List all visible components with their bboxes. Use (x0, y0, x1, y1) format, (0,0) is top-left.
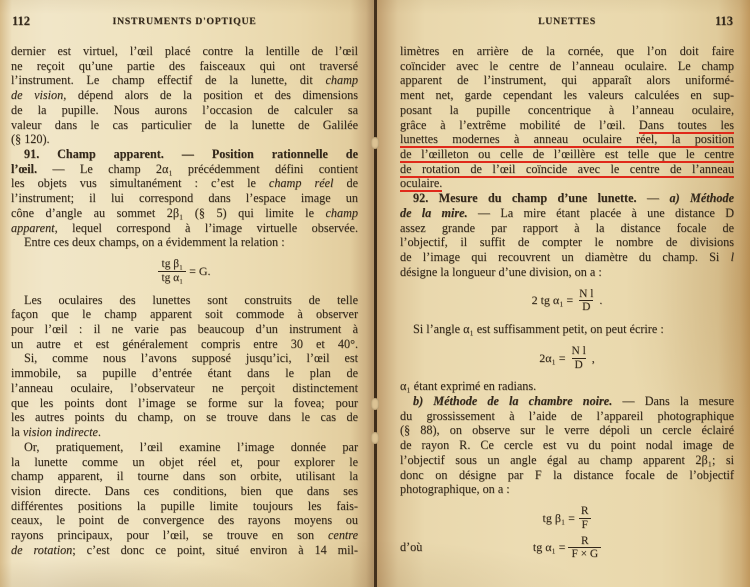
text-segment: l’instrument; il lui correspond dans l’espace image un (11, 191, 358, 206)
text-segment: l’objectif, il suffit de compter le nombre de divisions (400, 235, 734, 250)
text-line (11, 59, 358, 74)
text-segment: . (97, 425, 101, 440)
text-line (11, 103, 358, 118)
formula-text: , (591, 350, 595, 365)
text-segment: b) Méthode de la chambre noire. (413, 394, 613, 408)
fraction-denominator: tg α₁ (158, 271, 186, 285)
text-line (11, 147, 358, 162)
formula-text: 2 tg α₁ = (531, 293, 574, 308)
text-segment: limètres en arrière de la cornée, que l’on doit faire (400, 44, 734, 58)
page-number: 113 (714, 14, 733, 28)
text-line (400, 162, 734, 177)
text-segment: Or, pratiquement, l’œil examine l’image donnée par (24, 439, 358, 454)
text-segment: apparent de l’instrument, qui apparaît alors uniformé- (400, 73, 734, 88)
text-column (400, 44, 734, 561)
text-line (400, 44, 734, 59)
text-line (400, 132, 734, 147)
red-underlined-text: de rotation de l’œil coïncide avec le centre de l’anneau (400, 161, 734, 176)
text-line (400, 394, 734, 409)
text-segment: les autres points du champ, on se trouve dans le cas de (11, 410, 358, 425)
running-title: LUNETTES (538, 16, 596, 27)
paragraph (400, 191, 734, 279)
text-line (11, 351, 358, 366)
text-line (11, 469, 358, 484)
fraction (578, 505, 592, 532)
text-segment: , lequel correspond à l’image virtuelle observée. (54, 220, 358, 235)
text-segment: de l’image qui recouvrent un diamètre du champ. Si (400, 250, 731, 265)
text-line (400, 88, 734, 103)
formula-body (539, 345, 595, 372)
text-segment: champ réel (268, 176, 334, 191)
text-line (11, 235, 358, 250)
formula-text: tg β₁ = (542, 510, 575, 525)
text-segment: ne reçoit qu’une partie des faisceaux qui ont traversé (11, 58, 358, 73)
formula-label: d’où (400, 540, 423, 555)
formula (400, 505, 734, 532)
text-line (400, 322, 734, 337)
formula (400, 535, 734, 562)
red-underlined-text: de l’œilleton ou celle de l’œillère est telle que le centre (400, 147, 734, 162)
text-segment: ceaux, le point de convergence des rayons moyens ou (11, 513, 358, 528)
text-column (11, 44, 358, 558)
text-segment: (§ 120). (11, 132, 50, 147)
formula-text: 2α₁ = (539, 350, 566, 365)
red-underlined-text: lunettes modernes à anneau oculaire réel, la position (400, 132, 734, 147)
text-segment: l’œil. (11, 161, 38, 176)
formula-text: . (599, 293, 603, 308)
text-line (400, 250, 734, 265)
running-title: INSTRUMENTS D'OPTIQUE (112, 16, 257, 27)
text-line (11, 307, 358, 322)
paragraph (400, 379, 734, 394)
text-segment: donc on désigne par F la distance focale de l’objectif (400, 467, 734, 482)
text-line (11, 191, 358, 206)
text-line (11, 366, 358, 381)
paragraph (400, 44, 734, 191)
text-line (400, 59, 734, 74)
formula-body (543, 505, 592, 532)
formula-text: tg α₁ = (532, 540, 566, 555)
text-segment: que les points dont l’image se forme sur la fovea; pour (11, 395, 358, 410)
text-segment: du grossissement à l’aide de l’appareil photographique (400, 408, 734, 423)
text-segment: vision directe. Dans ces conditions, bien que dans ses (11, 483, 358, 498)
text-segment: dépend alors de la position et des dimensions (66, 88, 358, 103)
text-line (400, 206, 734, 221)
fraction (576, 288, 596, 315)
text-segment: pour l’œil : il ne varie pas beaucoup d’un instrument à (11, 322, 358, 337)
text-line (400, 482, 734, 497)
fraction-numerator: N l (579, 287, 594, 300)
text-segment: de rotation (11, 542, 73, 557)
text-segment: de la mire. (400, 205, 468, 220)
formula (400, 288, 734, 315)
fraction-denominator: F (579, 518, 591, 532)
text-line (400, 221, 734, 236)
text-segment: α₁ étant exprimé en radians. (400, 379, 537, 394)
text-segment: de la pupille. Nous aurons l’occasion de calculer sa (11, 102, 358, 117)
text-segment: 92. Mesure du champ d’une lunette. (413, 191, 637, 206)
text-line (11, 162, 358, 177)
binding-stitch (371, 432, 379, 444)
page-number: 112 (12, 14, 31, 28)
paragraph (11, 235, 358, 250)
paragraph (11, 147, 358, 235)
text-line (11, 499, 358, 514)
fraction-denominator: D (579, 300, 593, 314)
text-segment: l’objectif sous un angle égal au champ apparent 2β₁; si (400, 452, 734, 467)
text-segment: cône d’angle au sommet 2β₁ (§ 5) qui limite le (11, 205, 326, 220)
binding-stitch (371, 398, 379, 410)
text-line (11, 484, 358, 499)
text-segment: vision indirecte (22, 425, 98, 440)
text-segment: immobile, sa pupille d’entrée étant dans le plan de (11, 366, 358, 381)
text-segment: coïncider avec le centre de l’anneau oculaire. Le champ (400, 58, 734, 73)
text-segment: façon que le champ apparent soit commode à observer (11, 307, 358, 322)
text-line (11, 425, 358, 440)
text-line (400, 453, 734, 468)
text-line (400, 265, 734, 280)
text-segment: — Le champ 2α₁ précédemment défini contient (37, 161, 358, 176)
text-segment: Entre ces deux champs, on a évidemment la relation : (24, 235, 285, 250)
text-segment: — Dans la mesure (612, 394, 734, 408)
fraction (158, 258, 186, 285)
paragraph (400, 322, 734, 337)
paragraph (11, 440, 358, 558)
text-segment: posant la pupille concentrique à l’anneau oculaire, (400, 102, 734, 117)
text-segment: valeur dans le cas particulier de la lunette de Galilée (11, 117, 358, 132)
text-line (11, 293, 358, 308)
text-segment: la (11, 425, 23, 440)
text-line (11, 132, 358, 147)
text-segment: ; c’est donc ce point, situé environ à 14 mil- (72, 542, 358, 557)
text-line (400, 147, 734, 162)
text-segment: dernier est virtuel, l’œil placé contre la lentille de l’œil (11, 44, 358, 58)
text-line (11, 73, 358, 88)
text-line (11, 221, 358, 236)
text-segment: de vision, (11, 88, 67, 103)
fraction-denominator: F × G (568, 547, 601, 561)
text-line (400, 438, 734, 453)
paragraph (11, 293, 358, 352)
text-segment: ment net, garde cependant les valeurs calculées en sup- (400, 88, 734, 103)
fraction-denominator: D (572, 358, 586, 372)
text-segment: Si, comme nous l’avons supposé jusqu’ici, l’œil est (24, 351, 358, 366)
text-line (11, 543, 358, 558)
text-segment: la lunette comme un objet réel et, pour explorer le (11, 454, 358, 469)
right-page (400, 14, 734, 569)
text-segment: champ apparent, il tourne dans son orbite, utilisant la (11, 469, 358, 484)
text-segment: les objets vus simultanément : c’est le (11, 176, 269, 191)
formula-body (532, 288, 603, 315)
text-segment: photographique, on a : (400, 482, 510, 497)
left-page (11, 14, 358, 558)
text-segment: (§ 88), on observe sur le verre dépoli un cercle éclairé (400, 423, 734, 438)
text-line (11, 381, 358, 396)
page-header (11, 14, 358, 29)
fraction (568, 535, 601, 562)
text-segment: champ (325, 73, 358, 88)
text-segment: de rayon R. Ce cercle est vu du point nodal image de (400, 438, 734, 453)
fraction-numerator: R (580, 534, 589, 547)
text-line (400, 103, 734, 118)
formula-text: = G. (189, 263, 211, 278)
text-segment: — (636, 191, 670, 206)
text-line (11, 44, 358, 59)
formula-body (158, 258, 210, 285)
text-line (400, 118, 734, 133)
text-line (400, 409, 734, 424)
text-segment: Les oculaires des lunettes sont construits de telle (24, 292, 358, 307)
text-segment: désigne la longueur d’une division, on a : (400, 264, 602, 279)
book-gutter (374, 0, 377, 587)
red-underlined-text: oculaire. (400, 176, 443, 191)
text-segment: centre (328, 528, 358, 543)
text-line (400, 468, 734, 483)
text-line (400, 423, 734, 438)
text-line (11, 513, 358, 528)
text-segment: l’instrument. Le champ effectif de la lunette, dit (11, 73, 326, 88)
text-segment: grâce à l’extrême mobilité de l’œil. (400, 117, 639, 132)
fraction (569, 345, 589, 372)
formula (400, 345, 734, 372)
binding-stitch (371, 137, 379, 149)
text-segment: l’anneau oculaire, l’observateur ne perçoit distinctement (11, 380, 358, 395)
text-segment: rayons principaux, pour l’œil, se trouve en son (11, 528, 328, 543)
text-line (11, 410, 358, 425)
text-segment: différentes positions la pupille limite toujours les fais- (11, 498, 358, 513)
text-line (11, 118, 358, 133)
text-line (11, 528, 358, 543)
text-line (400, 379, 734, 394)
formula-body (533, 535, 601, 562)
text-segment: l (730, 250, 734, 265)
text-line (11, 396, 358, 411)
text-segment: Si l’angle α₁ est suffisamment petit, on peut écrire : (413, 322, 664, 337)
fraction-numerator: N l (571, 344, 586, 357)
text-segment: un autre et est généralement compris entre 30 et 40°. (11, 336, 358, 351)
paragraph (400, 394, 734, 497)
text-segment: assez grande par rapport à la distance focale de (400, 220, 734, 235)
fraction-numerator: R (580, 505, 589, 518)
text-line (11, 206, 358, 221)
page-header (400, 14, 734, 29)
text-line (11, 440, 358, 455)
text-line (11, 176, 358, 191)
text-line (400, 73, 734, 88)
text-segment: — La mire étant placée à une distance D (467, 205, 734, 220)
paragraph (11, 44, 358, 147)
text-line (400, 235, 734, 250)
text-segment: apparent (11, 220, 55, 235)
text-line (11, 337, 358, 352)
text-segment: champ (325, 205, 358, 220)
text-segment: de (333, 176, 358, 191)
text-line (400, 176, 734, 191)
text-line (11, 322, 358, 337)
paragraph (11, 351, 358, 439)
text-line (11, 455, 358, 470)
text-line (11, 88, 358, 103)
fraction-numerator: tg β₁ (161, 258, 184, 271)
text-segment: 91. Champ apparent. — Position rationnelle de (24, 147, 358, 162)
formula (11, 258, 358, 285)
red-underlined-text: Dans toutes les (638, 117, 734, 132)
text-segment: a) Méthode (669, 191, 734, 206)
text-line (400, 191, 734, 206)
